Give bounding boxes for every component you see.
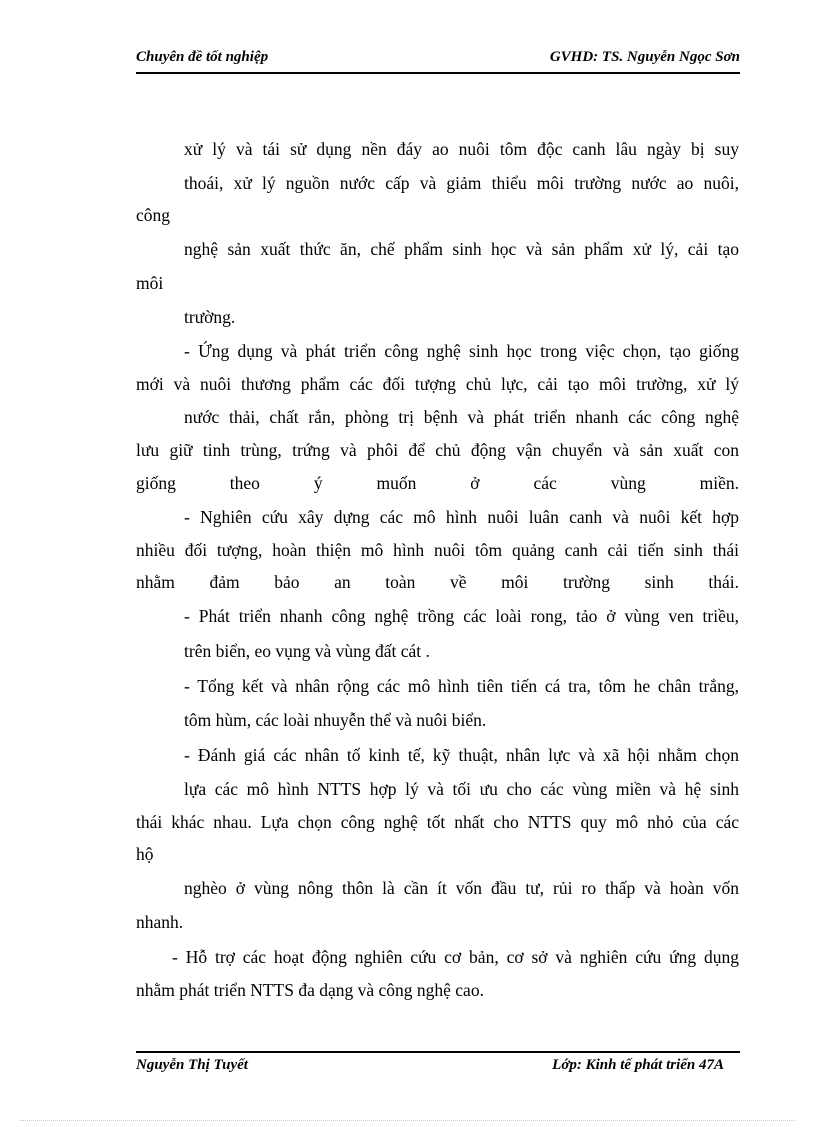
page-edge-dotted-line bbox=[20, 1120, 796, 1121]
body-line: nhằm phát triển NTTS đa dạng và công nghệ cao. bbox=[136, 980, 484, 1000]
body-line: tôm hùm, các loài nhuyễn thể và nuôi biển. bbox=[184, 710, 487, 730]
body-line: công bbox=[136, 205, 171, 225]
body-line: nghệ sản xuất thức ăn, chế phẩm sinh học và sản phẩm xử lý, cải tạo bbox=[184, 239, 739, 259]
header-rule bbox=[136, 72, 740, 74]
body-line: trường. bbox=[184, 307, 236, 327]
body-line: - Đánh giá các nhân tố kinh tế, kỹ thuật, nhân lực và xã hội nhằm chọn bbox=[184, 745, 739, 765]
body-line: - Hỗ trợ các hoạt động nghiên cứu cơ bản, cơ sở và nghiên cứu ứng dụng bbox=[172, 947, 739, 967]
body-line: - Ứng dụng và phát triển công nghệ sinh học trong việc chọn, tạo giống bbox=[184, 341, 739, 361]
body-line: mới và nuôi thương phẩm các đối tượng chủ lực, cải tạo môi trường, xử lý bbox=[136, 374, 739, 394]
body-line: nhiều đối tượng, hoàn thiện mô hình nuôi tôm quảng canh cải tiến sinh thái bbox=[136, 540, 739, 560]
body-line: - Nghiên cứu xây dựng các mô hình nuôi luân canh và nuôi kết hợp bbox=[184, 507, 739, 527]
body-line: lựa các mô hình NTTS hợp lý và tối ưu cho các vùng miền và hệ sinh bbox=[184, 779, 739, 799]
body-line: thoái, xử lý nguồn nước cấp và giảm thiểu môi trường nước ao nuôi, bbox=[184, 173, 739, 193]
footer-author: Nguyễn Thị Tuyết bbox=[136, 1057, 248, 1073]
body-line: - Tổng kết và nhân rộng các mô hình tiên tiến cá tra, tôm he chân trắng, bbox=[184, 676, 739, 696]
footer-rule bbox=[136, 1051, 740, 1053]
header-document-type: Chuyên đề tốt nghiệp bbox=[136, 49, 269, 65]
footer-class: Lớp: Kinh tế phát triển 47A bbox=[552, 1057, 724, 1073]
page-header bbox=[136, 49, 740, 71]
body-line: xử lý và tái sử dụng nền đáy ao nuôi tôm độc canh lâu ngày bị suy bbox=[184, 139, 739, 159]
page-footer bbox=[136, 1057, 724, 1079]
body-line: môi bbox=[136, 273, 164, 293]
body-line: trên biển, eo vụng và vùng đất cát . bbox=[184, 641, 430, 661]
body-line: giống theo ý muốn ở các vùng miền. bbox=[136, 473, 739, 493]
body-line: nhanh. bbox=[136, 912, 184, 932]
body-line: nhằm đảm bảo an toàn về môi trường sinh thái. bbox=[136, 572, 739, 592]
body-line: nước thải, chất rắn, phòng trị bệnh và phát triển nhanh các công nghệ bbox=[184, 407, 739, 427]
body-line: hộ bbox=[136, 844, 154, 864]
body-line: nghèo ở vùng nông thôn là cần ít vốn đầu tư, rủi ro thấp và hoàn vốn bbox=[184, 878, 739, 898]
header-supervisor: GVHD: TS. Nguyễn Ngọc Sơn bbox=[549, 49, 740, 65]
body-line: lưu giữ tinh trùng, trứng và phôi để chủ động vận chuyển và sản xuất con bbox=[136, 440, 739, 460]
body-line: - Phát triển nhanh công nghệ trồng các loài rong, tảo ở vùng ven triều, bbox=[184, 606, 739, 626]
body-line: thái khác nhau. Lựa chọn công nghệ tốt nhất cho NTTS quy mô nhỏ của các bbox=[136, 812, 739, 832]
